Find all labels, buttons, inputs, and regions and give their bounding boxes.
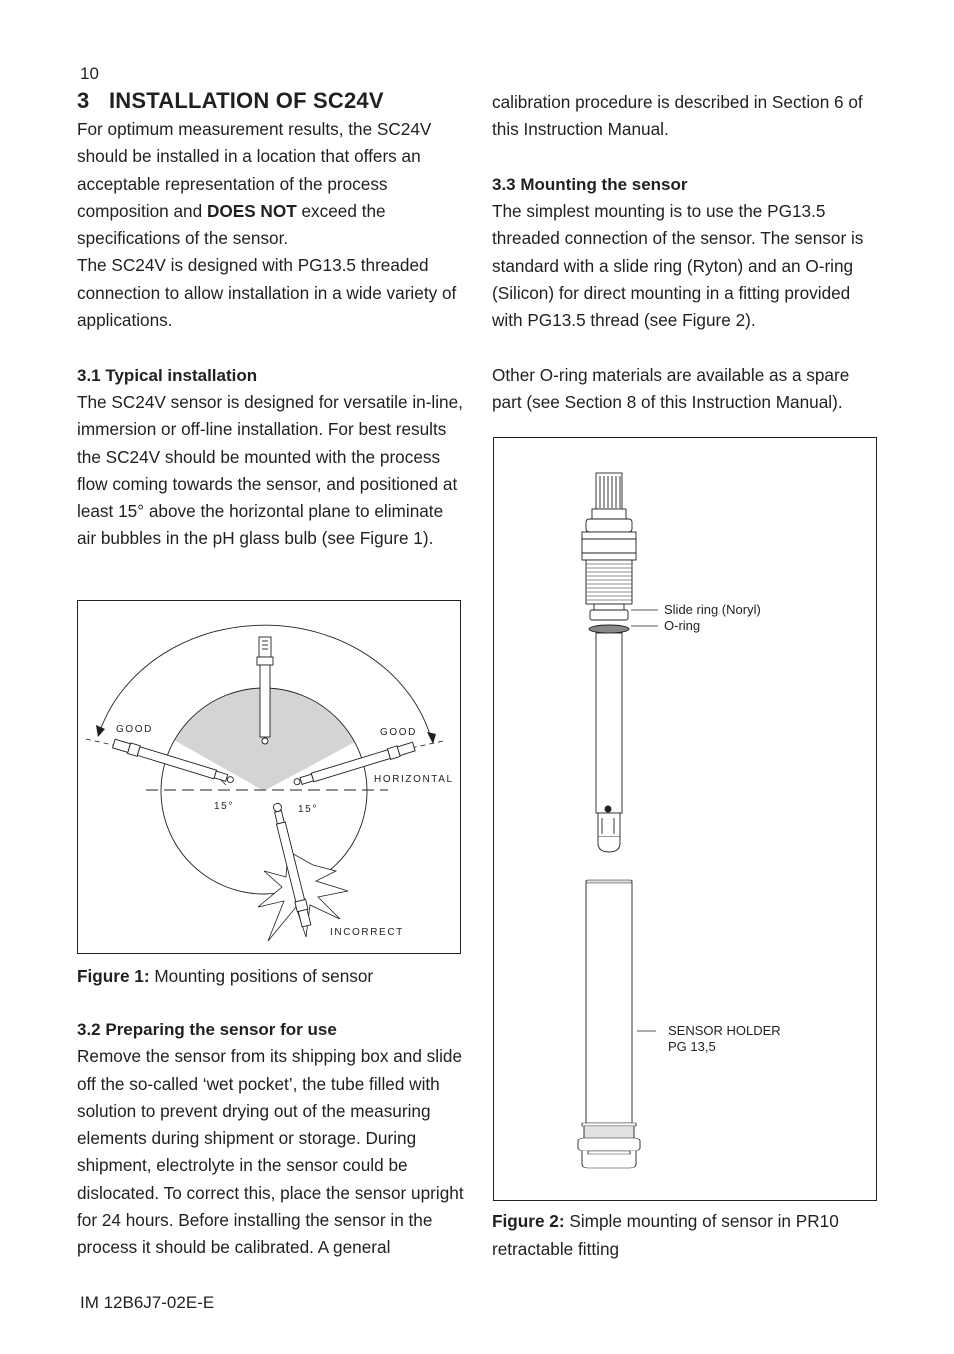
figure-2-caption-label: Figure 2: <box>492 1211 565 1231</box>
label-good-right: GOOD <box>380 727 417 738</box>
subsection-3-2-text: Remove the sensor from its shipping box and slide off the so-called ‘wet pocket’, the tube filled with solution to prevent drying out of the measuring elements during shipment or storage. During shipment, electrolyte in the sensor could be dislocated. To correct this, place the sensor upright for 24 hours. Before installing the sensor in the process it should be calibrated. A general <box>77 1046 464 1258</box>
figure-2-caption <box>492 1207 880 1263</box>
figure-1 <box>77 600 461 954</box>
arc-arrow-left <box>96 725 105 737</box>
arc-arrow-right <box>427 732 436 744</box>
label-holder-1: SENSOR HOLDER <box>668 1023 781 1038</box>
subsection-3-3-title: 3.3 Mounting the sensor <box>492 174 688 194</box>
subsection-3-1-title: 3.1 Typical installation <box>77 365 258 385</box>
label-o-ring: O-ring <box>664 618 701 633</box>
continuation-paragraph: calibration procedure is described in Section 6 of this Instruction Manual. <box>492 92 863 140</box>
figure-1-drawing <box>78 601 460 953</box>
subsection-3-3-text: The simplest mounting is to use the PG13.5 threaded connection of the sensor. The sensor is standard with a slide ring (Ryton) and an O-ring (Silicon) for direct mounting in a fitting provided with PG13.5 thread (see Figure 2). <box>492 201 864 331</box>
other-orings-paragraph: Other O-ring materials are available as a spare part (see Section 8 of this Instruction Manual). <box>492 364 850 413</box>
label-good-left: GOOD <box>116 724 153 735</box>
sensor-assembly <box>582 473 636 604</box>
document-footer: IM 12B6J7-02E-E <box>80 1293 215 1312</box>
o-ring <box>589 625 629 633</box>
intro-paragraph-2: The SC24V is designed with PG13.5 threaded connection to allow installation in a wide variety of applications. <box>77 255 457 331</box>
section-heading <box>77 88 384 114</box>
slide-ring <box>590 610 628 620</box>
label-holder-2: PG 13,5 <box>668 1039 716 1054</box>
label-angle-right: 15° <box>298 804 318 815</box>
figure-1-caption-text: Mounting positions of sensor <box>149 966 374 986</box>
figure-2-caption-text: Simple mounting of sensor in PR10 retractable fitting <box>492 1211 839 1259</box>
figure-2-drawing <box>494 438 876 1200</box>
intro-paragraph <box>77 116 465 252</box>
section-number: 3 <box>77 88 90 113</box>
label-incorrect: INCORRECT <box>330 927 404 938</box>
figure-2 <box>493 437 877 1201</box>
right-column <box>492 89 880 417</box>
intro-text-end: exceed the specifications of the sensor. <box>77 200 386 249</box>
intro-text: For optimum measurement results, the SC24V should be installed in a location that offers an acceptable representation of the process composition and <box>77 119 432 221</box>
sensor-holder <box>578 880 640 1168</box>
left-column <box>77 116 465 553</box>
subsection-3-2 <box>77 1016 465 1262</box>
intro-bold: DOES NOT <box>206 200 297 221</box>
label-angle-left: 15° <box>214 801 234 812</box>
subsection-3-2-title: 3.2 Preparing the sensor for use <box>77 1020 337 1039</box>
section-title: INSTALLATION OF SC24V <box>109 88 384 113</box>
subsection-3-1-text: The SC24V sensor is designed for versatile in-line, immersion or off-line installation. For best results the SC24V should be mounted with the process flow coming towards the sensor, and positioned at least 15° above the horizontal plane to eliminate air bubbles in the pH glass bulb (see Figure 1). <box>77 391 463 549</box>
figure-1-caption <box>77 962 465 990</box>
sensor-body <box>589 604 629 852</box>
figure-1-caption-label: Figure 1: <box>77 966 150 986</box>
page-number: 10 <box>80 64 99 83</box>
label-slide-ring: Slide ring (Noryl) <box>664 602 761 617</box>
label-horizontal: HORIZONTAL <box>374 774 454 785</box>
